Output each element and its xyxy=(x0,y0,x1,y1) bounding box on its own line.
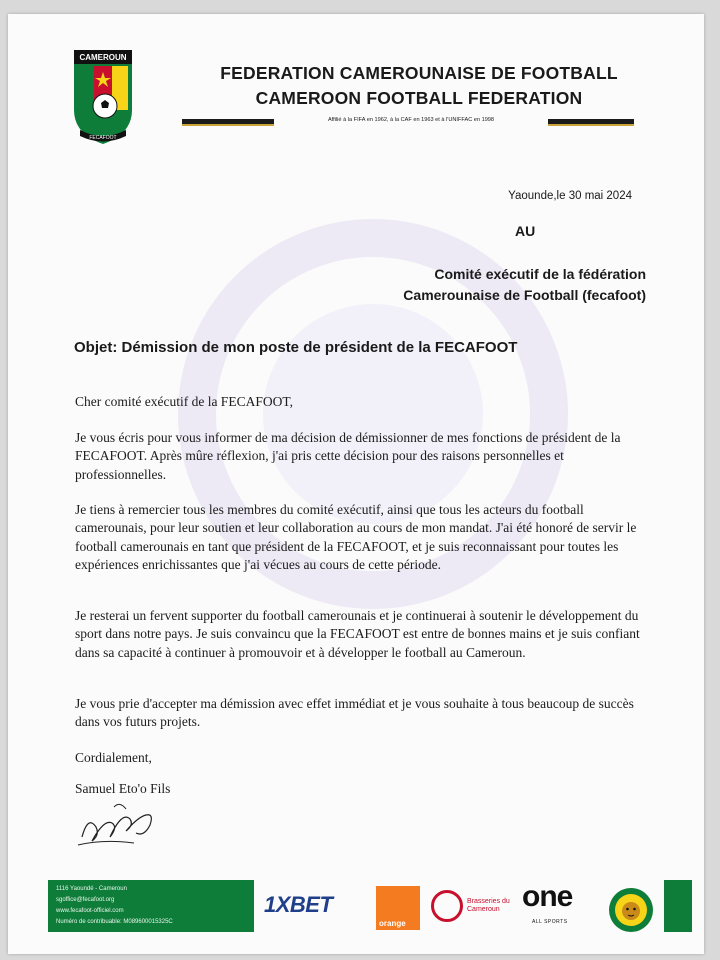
header-rule-left xyxy=(182,119,274,126)
paragraph: Je vous prie d'accepter ma démission avec effet immédiat et je vous souhaite à tous beaucoup de succès dans vos futurs projets. xyxy=(75,696,634,730)
letter-date: Yaounde,le 30 mai 2024 xyxy=(508,190,632,202)
sponsor-orange-logo xyxy=(376,886,420,930)
brasseries-logo-text: Brasseries du Cameroun xyxy=(467,898,510,913)
federation-title-en: CAMEROON FOOTBALL FEDERATION xyxy=(255,88,583,108)
brasseries-ring-icon xyxy=(431,890,463,922)
recipient-line-2: Camerounaise de Football (fecafoot) xyxy=(403,287,646,303)
letter-subject: Objet: Démission de mon poste de président de la FECAFOOT xyxy=(74,339,518,356)
federation-title-fr: FEDERATION CAMEROUNAISE DE FOOTBALL xyxy=(220,63,618,83)
recipient-line-1: Comité exécutif de la fédération xyxy=(434,266,646,282)
watermark-center xyxy=(263,304,483,524)
handwritten-signature xyxy=(74,797,169,852)
signer-name: Samuel Eto'o Fils xyxy=(75,781,171,796)
crest-top-text: CAMEROUN xyxy=(79,53,127,62)
paragraph: Je resterai un fervent supporter du football camerounais et je continuerai à soutenir le développement du sport dans notre pays. Je suis convaincu que la FECAFOOT est entre de bonnes mains et je suis confiant dans sa capacité à continuer à promouvoir et à développer le football au Cameroun. xyxy=(75,608,640,660)
salutation: Cher comité exécutif de la FECAFOOT, xyxy=(75,394,293,409)
lion-emblem-icon xyxy=(608,887,654,933)
paragraph: Je tiens à remercier tous les membres du comité exécutif, ainsi que tous les acteurs du football camerounais, pour leur soutien et leur collaboration au cours de mon mandat. J'ai été honoré de servir le football camerounais en tant que président de la FECAFOOT, et je suis reconnaissant pour toutes les expériences enrichissantes que j'ai vécues au cours de cette période. xyxy=(75,502,637,573)
fecafoot-crest-icon xyxy=(72,48,134,146)
sponsor-1xbet-logo: 1XBET xyxy=(264,892,333,917)
footer-taxpayer-number: Numéro de contribuable: M089600015325C xyxy=(56,919,173,925)
footer-website: www.fecafoot-officiel.com xyxy=(56,908,124,914)
sponsor-one-subtitle: ALL SPORTS xyxy=(532,919,568,925)
footer-email: sgoffice@fecafoot.org xyxy=(56,897,115,903)
affiliation-line: Affilié à la FIFA en 1962, à la CAF en 1963 et à l'UNIFFAC en 1998 xyxy=(327,117,495,123)
header-rule-right xyxy=(548,119,634,126)
paragraph: Je vous écris pour vous informer de ma décision de démissionner de mes fonctions de président de la FECAFOOT. Après mûre réflexion, j'ai pris cette décision pour des raisons personnelles et professionnelles. xyxy=(75,430,621,482)
sponsor-one-logo: one xyxy=(522,880,573,913)
crest-bottom-text: FECAFOOT xyxy=(89,135,117,141)
footer-address: 1116 Yaoundé - Cameroun xyxy=(56,886,127,892)
addressee-prefix: AU xyxy=(515,223,536,239)
letter-page xyxy=(8,14,704,954)
closing: Cordialement, xyxy=(75,750,152,765)
footer-green-band xyxy=(664,880,692,932)
orange-logo-text: orange xyxy=(379,919,406,928)
sponsor-brasseries-logo xyxy=(431,888,511,928)
footer-contact-block xyxy=(48,880,254,932)
